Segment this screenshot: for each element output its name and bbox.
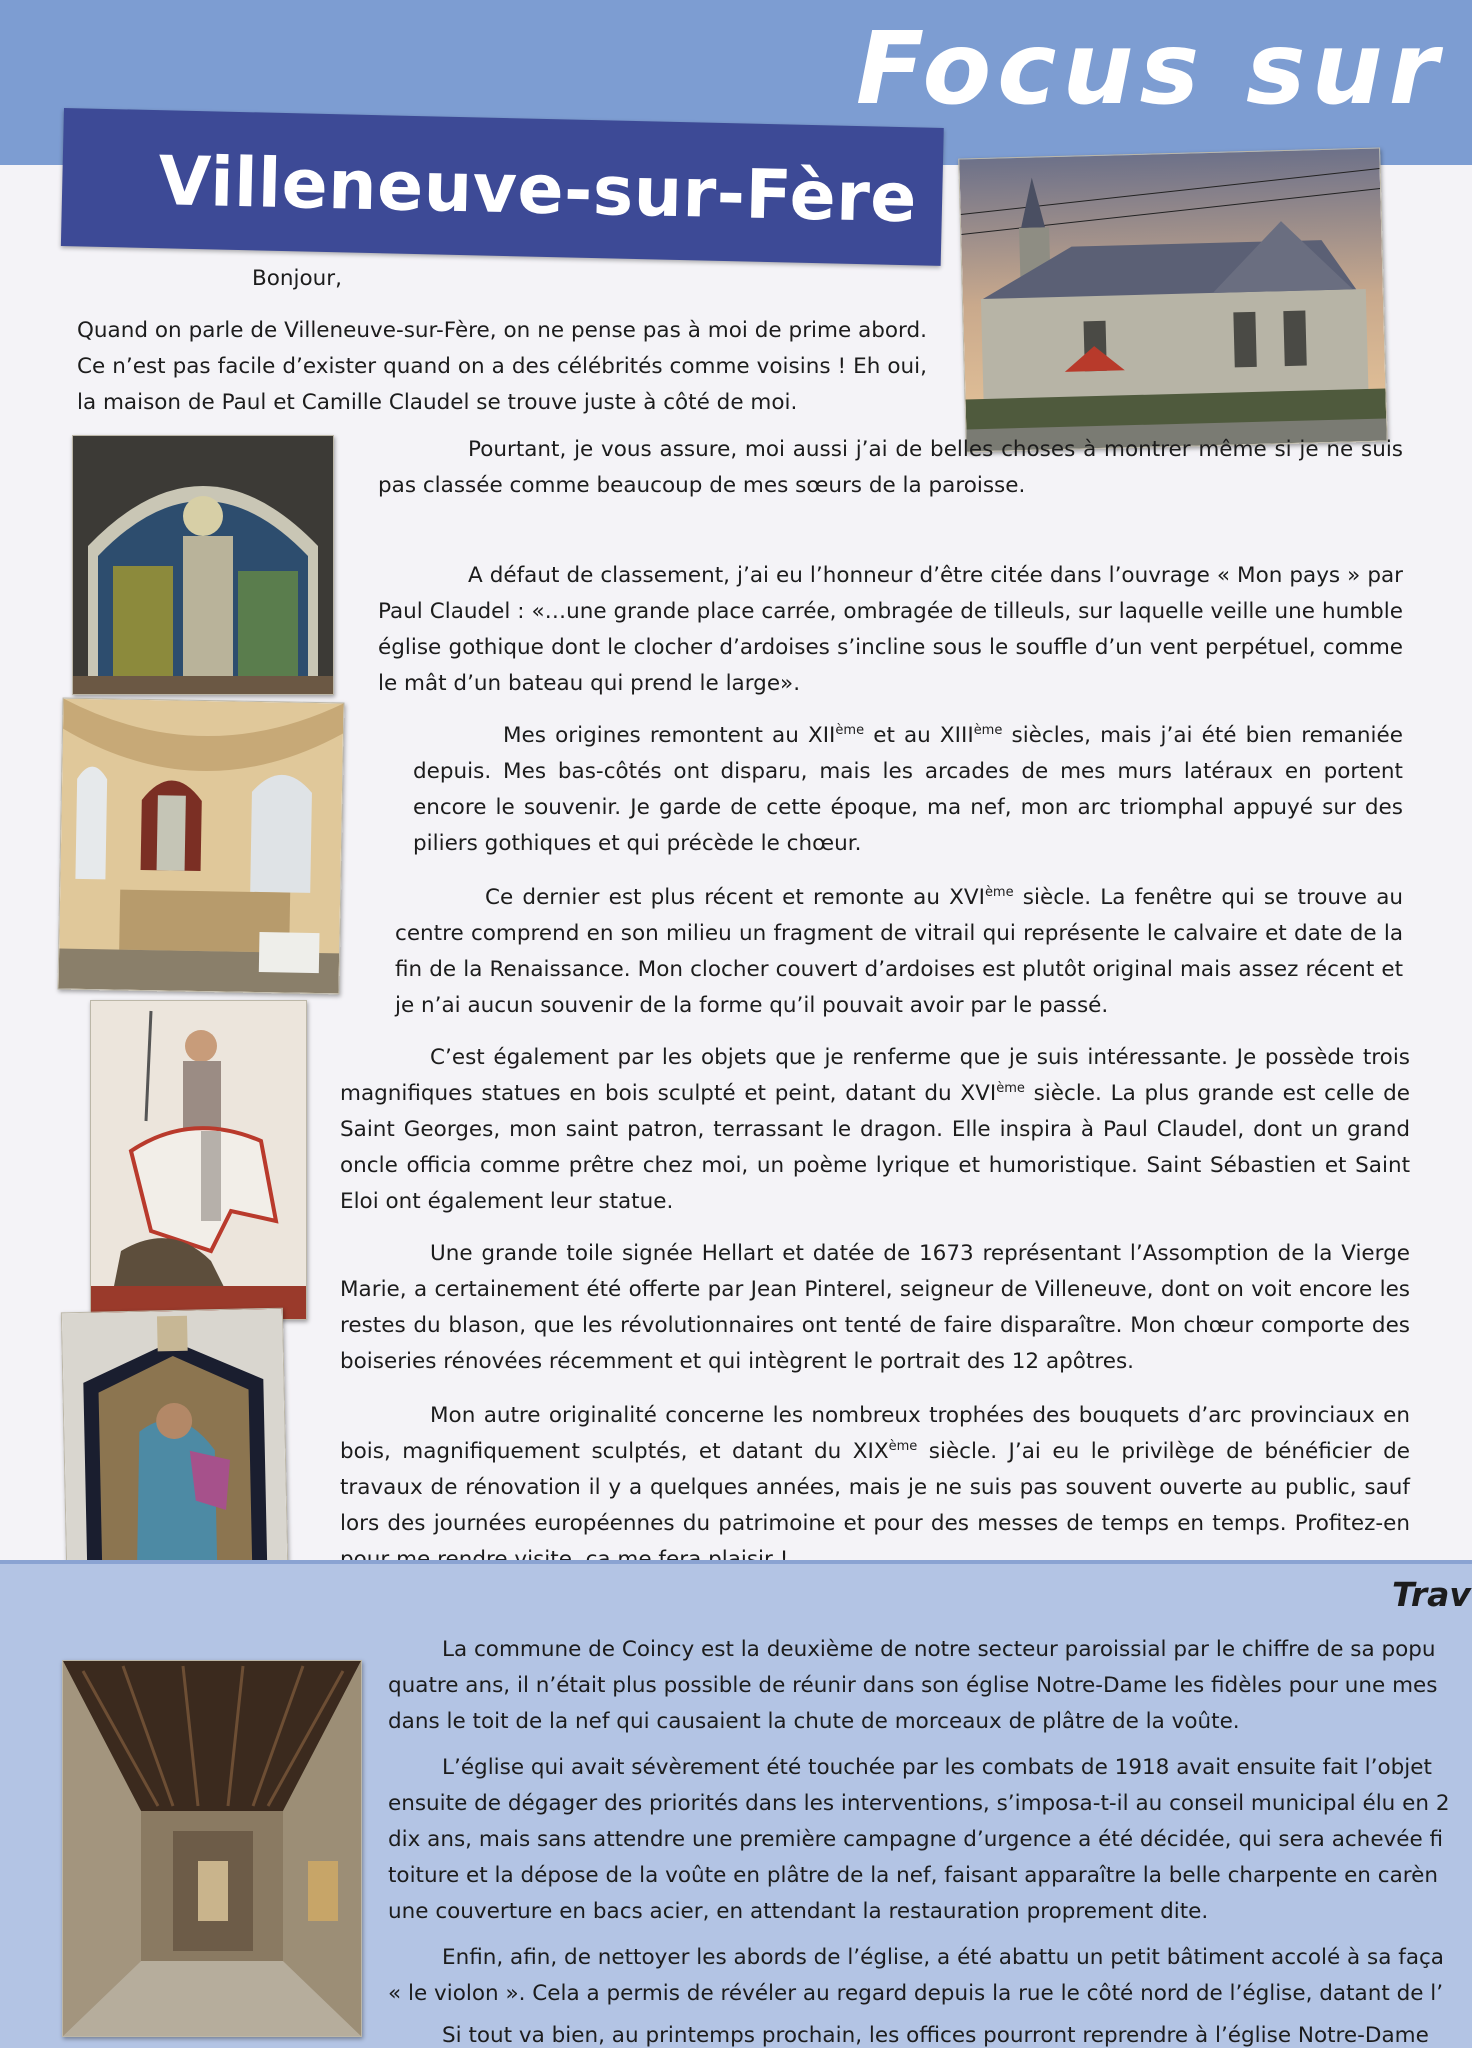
b2-line-5: une couverture en bacs acier, en attendant la restauration proprement dite. bbox=[388, 1899, 1209, 1924]
article-paragraph-4 bbox=[413, 718, 1403, 862]
saint-george-statue-photo bbox=[90, 1000, 307, 1320]
p5-sup: ème bbox=[984, 884, 1014, 900]
b2-line-4: toiture et la dépose de la voûte en plâtre de la nef, faisant apparaître la belle charpente en carèn bbox=[388, 1863, 1438, 1888]
p6-text-b: siècle. La plus grande est celle de Saint Georges, mon saint patron, terrassant le dragon. Elle inspira à Paul Claudel, dont un grand oncle officia comme prêtre chez moi, un poème lyrique et humoristique. Saint Sébastien et Saint Eloi ont également leur statue. bbox=[340, 1081, 1410, 1214]
article-paragraph-1: Quand on parle de Villeneuve-sur-Fère, on ne pense pas à moi de prime abord. Ce n’est pas facile d’exister quand on a des célébrités comme voisins ! Eh oui, la maison de Paul et Camille Claudel se trouve juste à côté de moi. bbox=[77, 318, 927, 415]
focus-title: Focus sur bbox=[855, 10, 1444, 127]
p6-text-a: C’est également par les objets que je renferme que je suis intéressante. Je possède trois magnifiques statues en bois sculpté et peint, datant du XVI bbox=[340, 1045, 1410, 1106]
second-article-body bbox=[388, 1632, 1472, 2048]
b2-line-3: dix ans, mais sans attendre une première campagne d’urgence a été décidée, qui sera achevée fi bbox=[388, 1827, 1444, 1852]
village-title: Villeneuve-sur-Fère bbox=[157, 142, 918, 239]
b1-line-1: La commune de Coincy est la deuxième de notre secteur paroissial par le chiffre de sa popu bbox=[442, 1637, 1436, 1662]
greeting: Bonjour, bbox=[252, 266, 342, 291]
p8-sup: ème bbox=[888, 1438, 918, 1454]
second-article-divider bbox=[0, 1560, 1472, 1564]
choir-interior-photo bbox=[57, 698, 344, 995]
p8-text-a: Mon autre originalité concerne les nombreux trophées des bouquets d’arc provinciaux en bois, magnifiquement sculptés, et datant du XIX bbox=[340, 1403, 1410, 1464]
stained-glass-photo bbox=[72, 435, 334, 695]
b3-line-1: Enfin, afin, de nettoyer les abords de l’église, a été abattu un petit bâtiment accolé à sa faça bbox=[442, 1945, 1444, 1970]
p4-text-b: et au XIII bbox=[864, 723, 974, 748]
b4-line-1: Si tout va bien, au printemps prochain, les offices pourront reprendre à l’église Notre-Dame bbox=[442, 2023, 1429, 2048]
p4-text-a: Mes origines remontent au XII bbox=[503, 723, 836, 748]
b1-line-3: dans le toit de la nef qui causaient la chute de morceaux de plâtre de la voûte. bbox=[388, 1709, 1240, 1734]
p6-sup: ème bbox=[996, 1080, 1025, 1096]
article-paragraph-7: Une grande toile signée Hellart et datée de 1673 représentant l’Assomption de la Vierge Marie, a certainement été offerte par Jean Pinterel, seigneur de Villeneuve, dont on voit encore les restes du blason, que les révolutionnaires ont tenté de faire disparaître. Mon chœur comporte des boiseries rénovées récemment et qui intègrent le portrait des 12 apôtres. bbox=[340, 1241, 1410, 1374]
b2-line-1: L’église qui avait sévèrement été touchée par les combats de 1918 avait ensuite fait l’objet bbox=[442, 1755, 1432, 1780]
second-article-heading: Trav bbox=[1392, 1575, 1471, 1614]
article-paragraph-5 bbox=[395, 880, 1403, 1024]
p4-sup-1: ème bbox=[835, 722, 865, 738]
p4-sup-2: ème bbox=[973, 722, 1003, 738]
b3-line-2: « le violon ». Cela a permis de révéler au regard depuis la rue le côté nord de l’église, datant de l’ bbox=[388, 1981, 1444, 2006]
p5-text-b: siècle. La fenêtre qui se trouve au centre comprend en son milieu un fragment de vitrail qui représente le calvaire et date de la fin de la Renaissance. Mon clocher couvert d’ardoises est plutôt original mais assez récent et je n’ai aucun souvenir de la forme qu’il pouvait avoir par le passé. bbox=[395, 885, 1403, 1018]
b2-line-2: ensuite de dégager des priorités dans les interventions, s’imposa-t-il au conseil municipal élu en 2 bbox=[388, 1791, 1450, 1816]
title-banner bbox=[61, 108, 944, 266]
article-paragraph-6 bbox=[340, 1040, 1410, 1220]
coincy-church-interior-photo bbox=[62, 1660, 362, 2037]
p4-text-c: siècles, mais j’ai été bien remaniée depuis. Mes bas-côtés ont disparu, mais les arcades de mes murs latéraux en portent encore le souvenir. Je garde de cette époque, ma nef, mon arc triomphal appuyé sur des piliers gothiques et qui précède le chœur. bbox=[413, 723, 1403, 856]
p8-text-b: siècle. J’ai eu le privilège de bénéficier de travaux de rénovation il y a quelques années, mais je ne suis pas souvent ouverte au public, sauf lors des journées européennes du patrimoine et pour des messes de temps en temps. Profitez-en bbox=[340, 1439, 1410, 1536]
article-paragraph-3: A défaut de classement, j’ai eu l’honneur d’être citée dans l’ouvrage « Mon pays » par Paul Claudel : «…une grande place carrée, ombragée de tilleuls, sur laquelle veille une humble église gothique dont le clocher d’ardoises s’incline sous le souffle d’un vent perpétuel, comme le mât d’un bateau qui prend le large». bbox=[378, 563, 1403, 696]
church-exterior-photo bbox=[958, 148, 1388, 453]
article-paragraph-2: Pourtant, je vous assure, moi aussi j’ai de belles choses à montrer même si je ne suis pas classée comme beaucoup de mes sœurs de la paroisse. bbox=[378, 437, 1403, 498]
p5-text-a: Ce dernier est plus récent et remonte au XVI bbox=[485, 885, 985, 910]
article-paragraph-8 bbox=[340, 1398, 1410, 1578]
b1-line-2: quatre ans, il n’était plus possible de réunir dans son église Notre-Dame les fidèles pour une mes bbox=[388, 1673, 1438, 1698]
